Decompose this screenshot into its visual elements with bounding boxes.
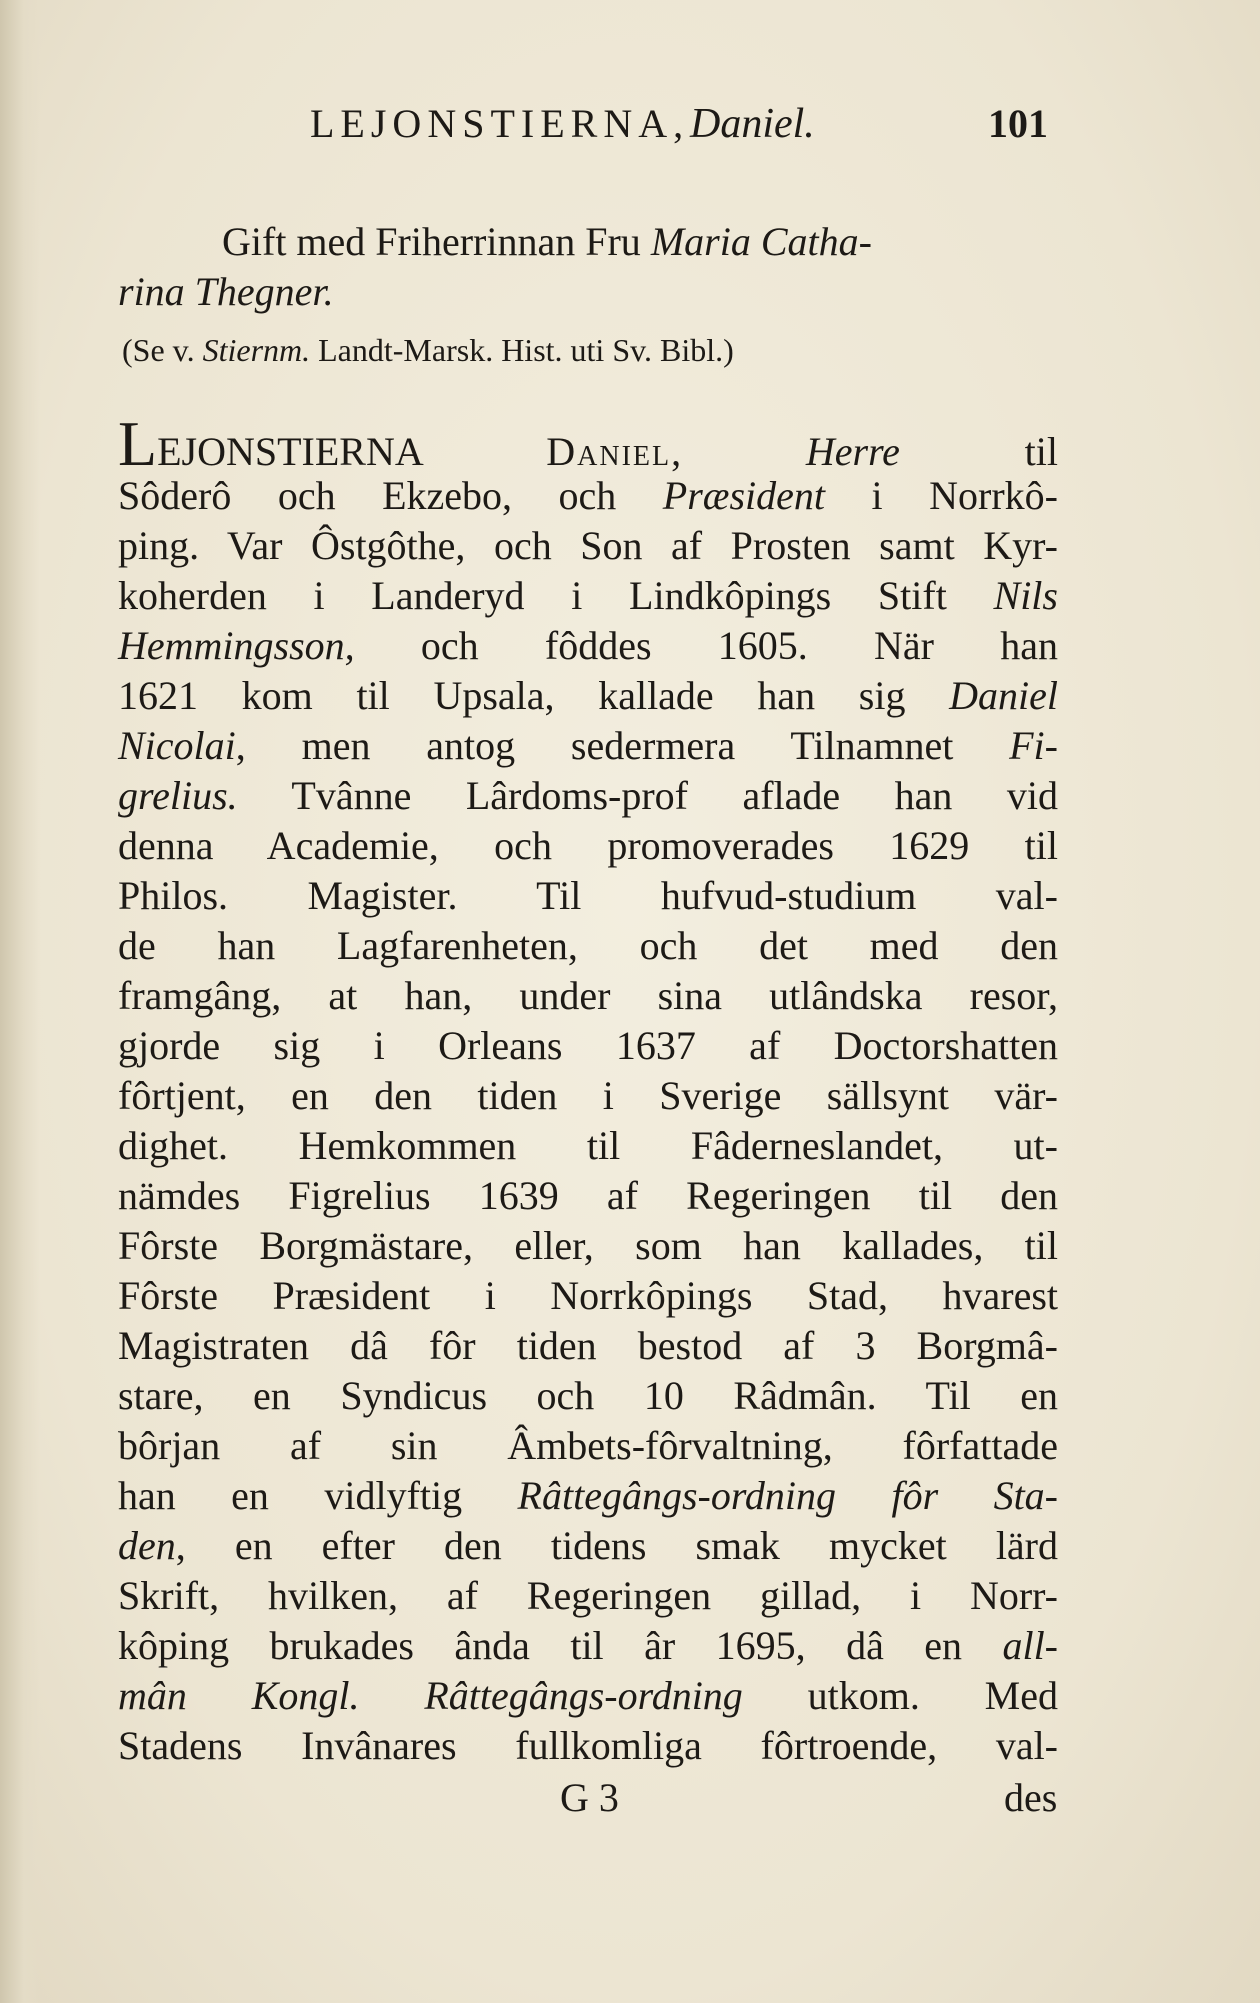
entry-line-26: [118, 1672, 1058, 1720]
text-span: koherden i Landeryd i Lindkôpings Stift: [118, 573, 994, 618]
italic-span: mân Kongl. Râttegângs-ordning: [118, 1673, 743, 1718]
entry-line-19: Magistraten dâ fôr tiden bestod af 3 Borgmâ-: [118, 1323, 1058, 1368]
italic-span: all-: [1002, 1623, 1058, 1668]
text-span: til: [899, 429, 1058, 474]
entry-line-1: [118, 408, 1058, 479]
italic-span: Hemmingsson,: [118, 623, 355, 668]
catchword: des: [1004, 1775, 1058, 1820]
italic-span: Râttegângs-ordning fôr Sta-: [517, 1473, 1058, 1518]
entry-line-11: de han Lagfarenheten, och det med den: [118, 923, 1058, 968]
entry-line-25: [118, 1622, 1058, 1670]
italic-span: Herre: [805, 429, 900, 474]
entry-line-5: [118, 622, 1058, 670]
entry-line-16: nämdes Figrelius 1639 af Regeringen til den: [118, 1173, 1058, 1218]
entry-line-27: Stadens Invânares fullkomliga fôrtroende, val-: [118, 1723, 1058, 1768]
entry-line-24: Skrift, hvilken, af Regeringen gillad, i Norr-: [118, 1573, 1058, 1618]
entry-surname: EJONSTIERNA: [157, 429, 547, 474]
drop-initial: L: [118, 408, 158, 479]
text-span: han en vidlyftig: [118, 1473, 518, 1518]
text-span: Gift med Friherrinnan Fru: [222, 219, 651, 264]
text-span: , men antog sedermera Tilnamnet: [235, 723, 1010, 768]
italic-span: grelius.: [118, 773, 238, 818]
entry-line-13: gjorde sig i Orleans 1637 af Doctorshatten: [118, 1023, 1058, 1068]
entry-line-8: [118, 772, 1058, 820]
running-header: [310, 100, 1070, 160]
italic-span: Præsident: [662, 473, 826, 518]
page-number: 101: [988, 101, 1048, 146]
entry-line-17: Fôrste Borgmästare, eller, som han kallades, til: [118, 1223, 1058, 1268]
running-name: Daniel.: [690, 101, 815, 147]
italic-span: Nicolai: [118, 723, 236, 768]
entry-line-18: Fôrste Præsident i Norrkôpings Stad, hvarest: [118, 1273, 1058, 1318]
entry-line-9: denna Academie, och promoverades 1629 til: [118, 823, 1058, 868]
entry-line-21: bôrjan af sin Âmbets-fôrvaltning, fôrfattade: [118, 1423, 1058, 1468]
entry-line-7: [118, 722, 1058, 770]
entry-line-6: [118, 672, 1058, 720]
entry-line-3: ping. Var Ôstgôthe, och Son af Prosten samt Kyr-: [118, 523, 1058, 568]
marriage-line-2: rina Thegner.: [118, 269, 334, 314]
entry-line-4: [118, 572, 1058, 620]
text-span: , en efter den tidens smak mycket lärd: [175, 1523, 1058, 1568]
signature-mark: G 3: [560, 1775, 619, 1820]
reference-line: [122, 326, 1062, 374]
entry-line-14: fôrtjent, en den tiden i Sverige sällsynt vär-: [118, 1073, 1058, 1118]
entry-line-22: [118, 1472, 1058, 1520]
entry-line-20: stare, en Syndicus och 10 Râdmân. Til en: [118, 1373, 1058, 1418]
italic-span: Fi-: [1009, 723, 1058, 768]
text-span: och fôddes 1605. När han: [354, 623, 1058, 668]
italic-span: Daniel: [949, 673, 1058, 718]
text-span: Sôderô och Ekzebo, och: [118, 473, 663, 518]
entry-given-name: Daniel: [546, 429, 672, 474]
italic-span: Nils: [993, 573, 1058, 618]
entry-line-23: [118, 1522, 1058, 1570]
text-span: Landt-Marsk. Hist. uti Sv. Bibl.): [310, 332, 734, 368]
text-span: ,: [671, 429, 806, 474]
text-span: kôping brukades ânda til âr 1695, dâ en: [118, 1623, 1003, 1668]
text-span: utkom. Med: [742, 1673, 1058, 1718]
marriage-line-1: [222, 218, 1058, 266]
entry-line-15: dighet. Hemkommen til Fâderneslandet, ut-: [118, 1123, 1058, 1168]
entry-line-2: [118, 472, 1058, 520]
entry-line-10: Philos. Magister. Til hufvud-studium val-: [118, 873, 1058, 918]
italic-span: den: [118, 1523, 176, 1568]
text-span: Tvânne Lârdoms-prof aflade han vid: [237, 773, 1058, 818]
text-span: i Norrkô-: [825, 473, 1058, 518]
entry-line-12: framgâng, at han, under sina utlândska resor,: [118, 973, 1058, 1018]
text-span: (Se v.: [122, 332, 203, 368]
page-binding-shadow: [0, 0, 40, 2003]
italic-name: Maria Catha-: [650, 219, 872, 264]
text-span: 1621 kom til Upsala, kallade han sig: [118, 673, 950, 718]
italic-reference: Stiernm.: [202, 332, 311, 368]
running-title: LEJONSTIERNA,: [310, 101, 690, 146]
